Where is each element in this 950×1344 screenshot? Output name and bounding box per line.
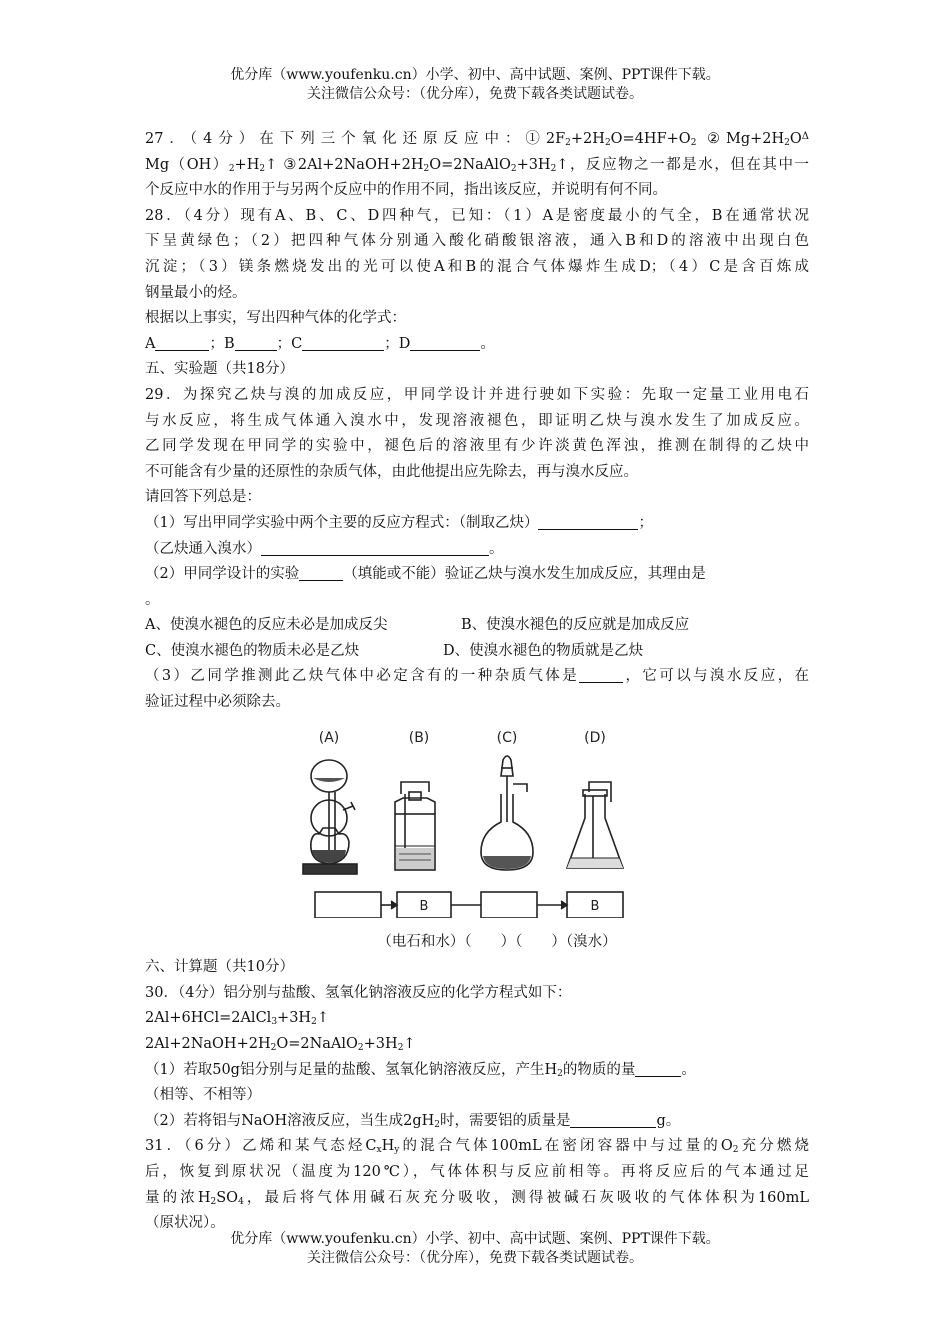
- footer-line-1: 优分库（www.youfenku.cn）小学、初中、高中试题、案例、PPT课件下载。: [230, 1231, 720, 1247]
- q29-sub1-line-1: （1）写出甲同学实验中两个主要的反应方程式：（制取乙炔） ；: [145, 511, 809, 537]
- q28-line-3: 沉淀；（3）镁条燃烧发出的光可以使A和B的混合气体爆炸生成D；（4）C是含百炼成: [145, 258, 809, 275]
- q28-line-4: 钢量最小的烃。: [145, 284, 247, 301]
- option-c[interactable]: C、使溴水褪色的物质未必是乙炔: [145, 642, 360, 659]
- q29-sub1-line-2: （乙炔通入溴水） 。: [145, 537, 809, 563]
- kipp-apparatus-icon: [303, 760, 357, 874]
- q28-line-5: 根据以上事实，写出四种气体的化学式：: [145, 310, 406, 327]
- label-d: (D): [584, 729, 606, 746]
- section-5-title: 五、实验题（共18分）: [145, 361, 294, 378]
- q30-equation-2: $2Al+2NaOH+2H_2O=2NaAlO_2+3H_2↑$: [145, 1036, 416, 1054]
- answer-blank-can-or-cannot[interactable]: [299, 563, 343, 581]
- washing-bottle-icon: [395, 782, 435, 870]
- flow-box-4-label: B: [590, 898, 600, 914]
- q30-sub2: （2）若将铝与NaOH溶液反应，当生成$2gH_2$时，需要铝的质量是 g。: [145, 1109, 809, 1135]
- flow-box-1: [315, 892, 381, 918]
- option-a[interactable]: A、使溴水褪色的反应未必是加成反尖: [145, 617, 388, 634]
- flow-box-2-label: B: [419, 898, 429, 914]
- q29-line-1: 29．为探究乙炔与溴的加成反应，甲同学设计并进行驶如下实验：先取一定量工业用电石: [145, 386, 809, 403]
- q29-sub2-line-2: 。: [145, 591, 160, 608]
- q29-line-3: 乙同学发现在甲同学的实验中，褪色后的溶液里有少许淡黄色浑浊，推测在制得的乙炔中: [145, 438, 809, 455]
- header-line-2: 关注微信公众号：（优分库），免费下载各类试题试卷。: [307, 86, 643, 102]
- q29-options-row-2: [145, 639, 809, 665]
- flow-box-3: [481, 892, 537, 918]
- q29-sub2-line-1: （2）甲同学设计的实验 （填能或不能）验证乙炔与溴水发生加成反应，其理由是: [145, 562, 809, 588]
- exam-content: [145, 124, 809, 1237]
- answer-blank-c[interactable]: [302, 333, 384, 351]
- q31-line-4: （原状况）。: [145, 1215, 225, 1232]
- q29-line-2: 与水反应，将生成气体通入溴水中，发现溶液褪色，即证明乙炔与溴水发生了加成反应。: [145, 412, 809, 429]
- answer-blank-b[interactable]: [235, 333, 277, 351]
- q29-line-5: 请回答下列总是：: [145, 489, 261, 506]
- option-b[interactable]: B、使溴水褪色的反应就是加成反应: [461, 617, 690, 634]
- label-b: (B): [408, 729, 430, 746]
- q29-sub3-line-2: 验证过程中必须除去。: [145, 694, 290, 711]
- q30-sub1-line-1: （1）若取50g铝分别与足量的盐酸、氢氧化钠溶液反应，产生$H_2$的物质的量 。: [145, 1058, 809, 1084]
- q28-answer-line: A ；B ；C ；D 。: [145, 332, 809, 358]
- q27-line-2: $Mg(OH)_2+H_2↑$ $③2Al+2NaOH+2H_2O=2NaAlO_2+3H_2↑$，反应物之一都是水，但在其中一: [145, 156, 809, 174]
- funnel-flask-icon: [481, 756, 533, 870]
- header-line-1: 优分库（www.youfenku.cn）小学、初中、高中试题、案例、PPT课件下载。: [230, 67, 720, 83]
- q27-line-3: 个反应中水的作用于与另两个反应中的作用不同，指出该反应，并说明有何不同。: [145, 182, 667, 199]
- figure-caption: （电石和水）（ ）（ ）（溴水）: [377, 933, 617, 950]
- footer-line-2: 关注微信公众号：（优分库），免费下载各类试题试卷。: [307, 1250, 643, 1266]
- answer-blank-bromine-reaction[interactable]: [261, 538, 489, 556]
- q27-line-1: 27．（4分）在下列三个氧化还原反应中：$①2F_2+2H_2O=4HF+O_2$ $②Mg+2H_2O^\Delta$: [145, 131, 809, 148]
- answer-blank-impurity-gas[interactable]: [579, 665, 623, 683]
- q28-line-1: 28．（4分）现有A、B、C、D四种气，已知：（1）A是密度最小的气全，B在通常状况: [145, 207, 809, 224]
- conical-flask-icon: [567, 782, 623, 868]
- q29-line-4: 不可能含有少量的还原性的杂质气体，由此他提出应先除去，再与溴水反应。: [145, 463, 638, 480]
- q29-options-row-1: [145, 613, 809, 639]
- option-d[interactable]: D、使溴水褪色的物质就是乙炔: [443, 642, 644, 659]
- q30-equation-1: $2Al+6HCl=2AlCl_3+3H_2↑$: [145, 1010, 329, 1028]
- q31-line-1: 31．（6分）乙烯和某气态烃$C_xH_y$的混合气体100mL在密闭容器中与过量的$O_2$充分燃烧: [145, 1138, 809, 1156]
- q29-sub3-line-1: （3）乙同学推测此乙炔气体中必定含有的一种杂质气体是 ，它可以与溴水反应，在: [145, 664, 809, 690]
- page-header: [0, 66, 950, 104]
- label-c: (C): [496, 729, 518, 746]
- answer-blank-mass[interactable]: [570, 1110, 656, 1128]
- apparatus-figure: [295, 722, 635, 918]
- label-a: (A): [318, 729, 340, 746]
- page-footer: [0, 1230, 950, 1268]
- q31-line-3: 量的浓$H_2SO_4$，最后将气体用碱石灰充分吸收，测得被碱石灰吸收的气体体积为160mL: [145, 1189, 809, 1207]
- heat-delta-symbol: Δ: [801, 131, 809, 142]
- answer-blank-amount[interactable]: [635, 1059, 681, 1077]
- q31-line-2: 后，恢复到原状况（温度为120℃），气体体积与反应前相等。再将反应后的气本通过足: [145, 1164, 809, 1180]
- q28-line-2: 下呈黄绿色；（2）把四种气体分别通入酸化硝酸银溶液，通入B和D的溶液中出现白色: [145, 233, 809, 250]
- answer-blank-a[interactable]: [155, 333, 209, 351]
- answer-blank-d[interactable]: [410, 333, 480, 351]
- section-6-title: 六、计算题（共10分）: [145, 959, 294, 976]
- q30-sub1-line-2: （相等、不相等）: [145, 1087, 261, 1104]
- answer-blank-acetylene-prep[interactable]: [538, 512, 638, 530]
- q30-line-1: 30．（4分）铝分别与盐酸、氢氧化钠溶液反应的化学方程式如下：: [145, 984, 572, 1001]
